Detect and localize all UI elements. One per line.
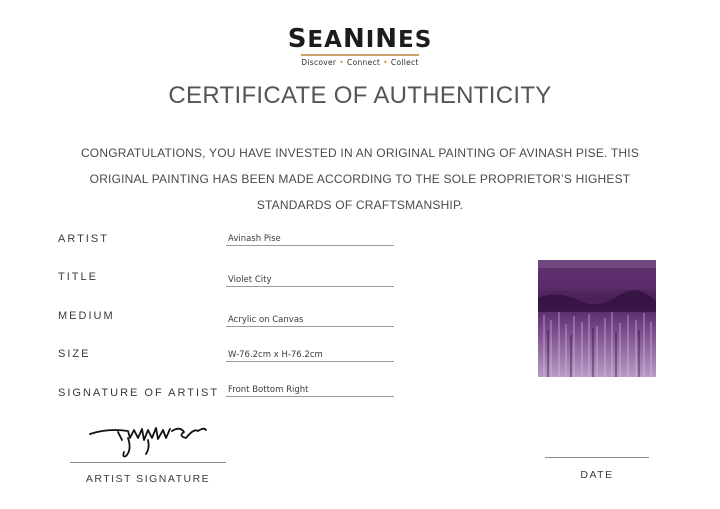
- field-label-size: SIZE: [58, 348, 91, 360]
- date-label: DATE: [580, 469, 614, 481]
- tagline-dot-icon: •: [339, 58, 345, 67]
- field-label-signature: SIGNATURE OF ARTIST: [58, 387, 220, 399]
- field-value-medium: Acrylic on Canvas: [226, 315, 394, 327]
- field-value-artist: Avinash Pise: [226, 234, 394, 246]
- field-value-title: Violet City: [226, 275, 394, 287]
- tagline-dot-icon: •: [383, 58, 388, 67]
- artist-signature-image: [88, 418, 208, 460]
- tagline-collect: Collect: [390, 58, 419, 67]
- brand-underline: [301, 54, 419, 56]
- signature-label: ARTIST SIGNATURE: [85, 473, 211, 485]
- brand-logo: [0, 26, 720, 67]
- signature-line: [70, 462, 226, 463]
- brand-wordmark: SEANINES: [287, 24, 433, 54]
- intro-line: CONGRATULATIONS, YOU HAVE INVESTED IN AN ORIGINAL PAINTING OF AVINASH PISE. THIS: [80, 146, 640, 160]
- tagline-connect: Connect: [347, 58, 381, 67]
- field-value-signature: Front Bottom Right: [226, 385, 394, 397]
- brand-tagline: [0, 58, 720, 67]
- intro-line: ORIGINAL PAINTING HAS BEEN MADE ACCORDING TO THE SOLE PROPRIETOR’S HIGHEST: [89, 172, 631, 186]
- tagline-discover: Discover: [301, 58, 337, 67]
- field-label-medium: MEDIUM: [58, 310, 115, 322]
- intro-line: STANDARDS OF CRAFTSMANSHIP.: [256, 198, 464, 212]
- artwork-thumbnail: [538, 260, 656, 377]
- certificate-title: CERTIFICATE OF AUTHENTICITY: [168, 82, 552, 109]
- field-label-title: TITLE: [58, 271, 98, 283]
- field-label-artist: ARTIST: [58, 233, 109, 245]
- field-value-size: W-76.2cm x H-76.2cm: [226, 350, 394, 362]
- date-line: [545, 457, 649, 458]
- certificate-intro: [70, 140, 650, 218]
